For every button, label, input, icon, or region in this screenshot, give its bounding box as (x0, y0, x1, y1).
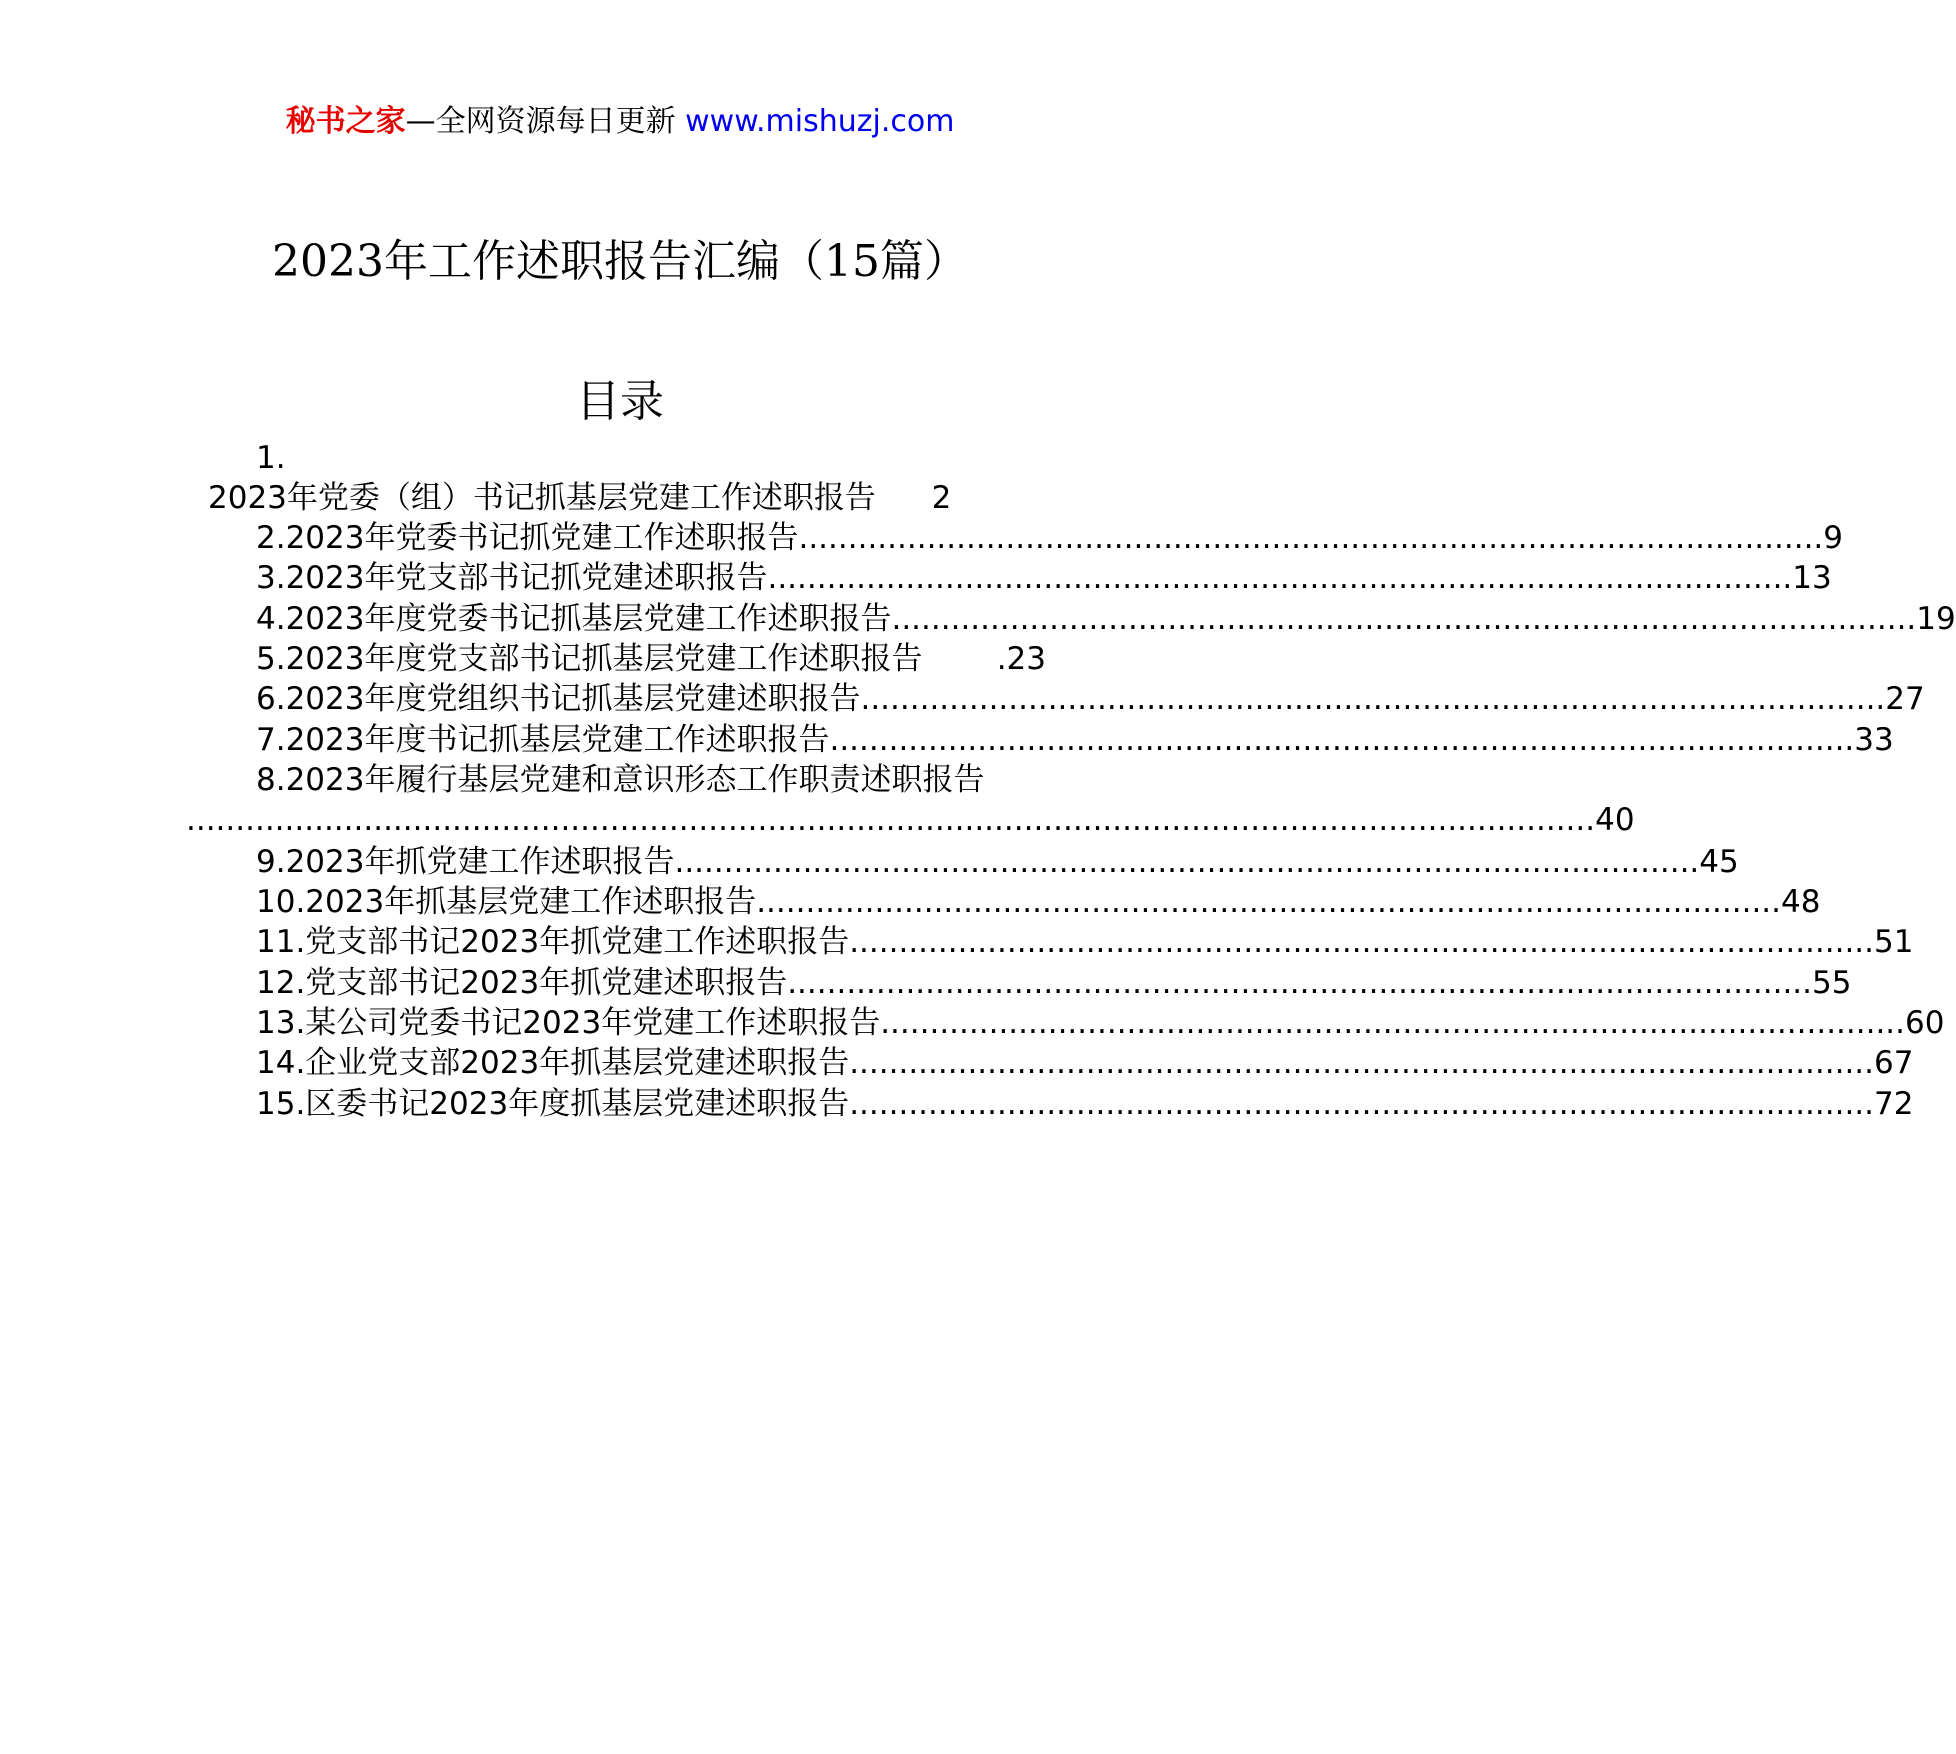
toc-item-page: 55 (1812, 965, 1852, 1001)
toc-item-page: 72 (1874, 1086, 1914, 1122)
toc-item-1[interactable] (208, 476, 998, 520)
toc-item[interactable] (256, 920, 1914, 964)
toc-item[interactable] (256, 961, 1852, 1005)
toc-item-page: 40 (1595, 802, 1635, 838)
toc-dot-leader: ........................................................................................................ (756, 884, 1782, 920)
toc-item-page: 51 (1874, 924, 1914, 960)
toc-item[interactable] (256, 637, 1046, 681)
toc-dot-leader: ........................................................................................................ (798, 520, 1824, 556)
toc-item-title: 6.2023年度党组织书记抓基层党建述职报告 (256, 681, 861, 717)
toc-item-title: 9.2023年抓党建工作述职报告 (256, 844, 675, 880)
toc-item-page: 2 (931, 480, 952, 516)
toc-dot-leader: ........................................................................................................ (880, 1005, 1906, 1041)
toc-heading: 目录 (576, 376, 664, 427)
toc-item-page: 33 (1854, 722, 1894, 758)
toc-item[interactable] (256, 840, 1739, 884)
toc-dot-leader (922, 637, 996, 681)
toc-item[interactable] (256, 677, 1925, 721)
toc-item-1-number[interactable] (256, 436, 286, 480)
toc-item-page: 27 (1885, 681, 1925, 717)
header-tagline: —全网资源每日更新 (405, 104, 676, 139)
toc-item-title: 13.某公司党委书记2023年党建工作述职报告 (256, 1005, 881, 1041)
toc-dot-leader: ........................................................................................................ (891, 601, 1917, 637)
toc-item-title: 2023年党委（组）书记抓基层党建工作述职报告 (208, 480, 876, 516)
toc-dot-leader: ........................................................................................................ (849, 1086, 1875, 1122)
toc-item-page: 19 (1916, 601, 1956, 637)
toc-item-page: 60 (1905, 1005, 1945, 1041)
toc-item-8[interactable] (256, 758, 1056, 802)
toc-item-title: 3.2023年党支部书记抓党建述职报告 (256, 560, 768, 596)
toc-item-page: 45 (1699, 844, 1739, 880)
toc-item-title: 12.党支部书记2023年抓党建述职报告 (256, 965, 788, 1001)
toc-item-title: 11.党支部书记2023年抓党建工作述职报告 (256, 924, 850, 960)
toc-item-page: 48 (1781, 884, 1821, 920)
toc-item-number: 1. (256, 440, 286, 476)
toc-dot-leader: ........................................................................................................ (674, 844, 1700, 880)
toc-item-page: .23 (996, 641, 1046, 677)
toc-item-title: 15.区委书记2023年度抓基层党建述职报告 (256, 1086, 850, 1122)
toc-item-8-leader-line[interactable] (186, 798, 1635, 842)
document-title: 2023年工作述职报告汇编（15篇） (272, 236, 968, 287)
toc-dot-leader: ........................................................................................................ (787, 965, 1813, 1001)
toc-item[interactable] (256, 516, 1844, 560)
brand-name: 秘书之家 (285, 104, 406, 139)
toc-item-title: 10.2023年抓基层党建工作述职报告 (256, 884, 757, 920)
toc-item-title: 14.企业党支部2023年抓基层党建述职报告 (256, 1045, 850, 1081)
toc-item-title: 4.2023年度党委书记抓基层党建工作述职报告 (256, 601, 892, 637)
toc-dot-leader: ........................................................................................................ (860, 681, 1886, 717)
toc-item-page: 13 (1792, 560, 1832, 596)
toc-dot-leader: ........................................................................................................ (849, 924, 1875, 960)
toc-dot-leader: ........................................................................................................ (849, 1045, 1875, 1081)
site-header (0, 100, 1240, 144)
toc-item-title: 5.2023年度党支部书记抓基层党建工作述职报告 (256, 641, 923, 677)
toc-item[interactable] (256, 1041, 1914, 1085)
toc-dot-leader: ........................................................................................................ (829, 722, 1855, 758)
toc-item[interactable] (256, 1001, 1945, 1045)
toc-item-title: 2.2023年党委书记抓党建工作述职报告 (256, 520, 799, 556)
site-url-link[interactable]: www.mishuzj.com (685, 104, 955, 139)
toc-item-page: 9 (1823, 520, 1844, 556)
toc-item-title: 8.2023年履行基层党建和意识形态工作职责述职报告 (256, 762, 985, 798)
toc-item[interactable] (256, 880, 1821, 924)
toc-item[interactable] (256, 718, 1894, 762)
toc-item[interactable] (256, 1082, 1914, 1126)
toc-item-title: 7.2023年度书记抓基层党建工作述职报告 (256, 722, 830, 758)
toc-item[interactable] (256, 556, 1832, 600)
toc-item[interactable] (256, 597, 1956, 641)
toc-item-page: 67 (1874, 1045, 1914, 1081)
toc-dot-leader: ............................................................................................................................................... (186, 802, 1596, 838)
toc-dot-leader: ........................................................................................................ (767, 560, 1793, 596)
